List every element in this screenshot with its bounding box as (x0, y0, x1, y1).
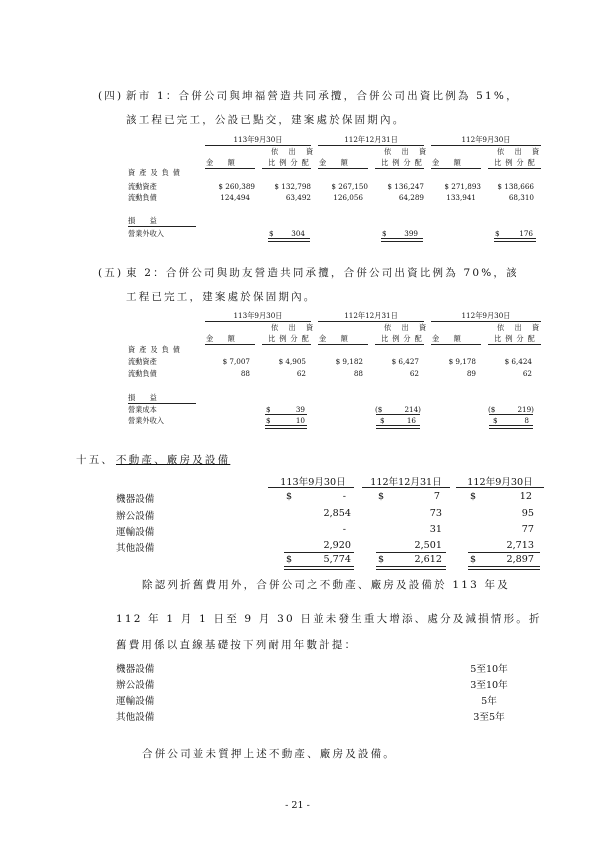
cell: 7 (433, 491, 440, 502)
cell: 77 (521, 524, 534, 535)
cell: 73 (429, 508, 442, 519)
col-share: 依 出 資 (271, 323, 318, 332)
cell: 176 (519, 229, 533, 238)
pl-header: 損 益 (128, 393, 157, 402)
cell: 88 (240, 369, 250, 378)
cell: $ (495, 229, 500, 238)
section4-marker: (四) (98, 90, 124, 102)
row-label: 辦公設備 (116, 680, 155, 691)
col-ratio: 比例分配 (268, 158, 313, 167)
section5-text-line2: 工程已完工，建案處於保固期內。 (126, 291, 317, 303)
cell: $ 138,666 (497, 182, 534, 191)
cell: 68,310 (508, 193, 534, 202)
row-label: 其他設備 (116, 712, 155, 723)
cell: 95 (521, 508, 534, 519)
col-ratio: 比例分配 (494, 334, 539, 343)
cell: $ (380, 416, 385, 425)
cell: $ (493, 416, 498, 425)
row-label: 營業外收入 (128, 416, 164, 425)
col-amount: 金 額 (319, 158, 348, 167)
cell: 16 (406, 416, 416, 425)
total-cell: 2,897 (506, 554, 534, 565)
row-label: 機器設備 (116, 664, 155, 675)
date-header: 113年9月30日 (233, 135, 283, 144)
row-label: 運輸設備 (116, 696, 155, 707)
row-label: 機器設備 (116, 494, 155, 505)
depreciation-text-line3: 舊費用係以直線基礎按下列耐用年數計提： (116, 639, 358, 651)
total-cell: $ (470, 554, 477, 565)
row-label: 流動資產 (128, 182, 157, 191)
cell: $ (269, 229, 274, 238)
row-label: 其他設備 (116, 543, 155, 554)
page-number: - 21 - (285, 800, 310, 811)
cell: $ 136,247 (387, 182, 424, 191)
cell: 126,056 (333, 193, 363, 202)
cell: $ (378, 491, 385, 502)
assets-header: 資產及負債 (128, 345, 184, 354)
cell: $ 271,893 (444, 182, 481, 191)
col-ratio: 比例分配 (381, 334, 426, 343)
col-amount: 金 額 (432, 158, 461, 167)
closing-note: 合併公司並未質押上述不動產、廠房及設備。 (142, 748, 396, 760)
date-header: 113年9月30日 (280, 477, 346, 488)
row-label: 流動負債 (128, 369, 157, 378)
cell: 133,941 (446, 193, 476, 202)
date-header: 112年12月31日 (370, 477, 442, 488)
pl-header: 損 益 (128, 216, 157, 225)
col-ratio: 比例分配 (381, 158, 426, 167)
useful-life: 3至10年 (470, 680, 508, 691)
cell: 89 (466, 369, 476, 378)
cell: 2,854 (323, 508, 351, 519)
col-share: 依 出 資 (384, 323, 431, 332)
col-share: 依 出 資 (497, 147, 544, 156)
cell: 31 (429, 524, 442, 535)
cell: 39 (295, 405, 305, 414)
col-amount: 金 額 (432, 334, 461, 343)
cell: ($ (375, 405, 383, 414)
cell: $ 4,905 (278, 357, 306, 366)
row-label: 辦公設備 (116, 511, 155, 522)
cell: 10 (295, 416, 305, 425)
section4-text-line2: 該工程已完工，公設已點交，建案處於保固期內。 (126, 114, 406, 126)
date-header: 112年9月30日 (461, 311, 511, 320)
cell: $ (382, 229, 387, 238)
section5-text-line1: 東 2：合併公司與助友營造共同承攬，合併公司出資比例為 70%，該 (126, 267, 519, 279)
cell: 62 (409, 369, 419, 378)
row-label: 流動資產 (128, 357, 157, 366)
cell: 62 (522, 369, 532, 378)
useful-life: 5年 (481, 696, 497, 707)
row-label: 運輸設備 (116, 527, 155, 538)
cell: 12 (519, 491, 532, 502)
date-header: 112年9月30日 (467, 477, 533, 488)
total-cell: $ (378, 554, 385, 565)
cell: 304 (291, 229, 305, 238)
cell: $ 132,798 (274, 182, 311, 191)
row-label: 流動負債 (128, 193, 157, 202)
date-header: 112年9月30日 (461, 135, 511, 144)
depreciation-text-line1: 除認列折舊費用外，合併公司之不動產、廠房及設備於 113 年及 (142, 579, 510, 591)
cell: ($ (488, 405, 496, 414)
cell: $ (266, 416, 271, 425)
cell: $ 267,150 (331, 182, 368, 191)
assets-header: 資產及負債 (128, 168, 184, 177)
cell: 214) (404, 405, 421, 414)
date-header: 112年12月31日 (344, 135, 398, 144)
cell: $ 9,178 (448, 357, 476, 366)
cell: 2,920 (323, 540, 351, 551)
cell: - (342, 524, 346, 535)
section15-title: 不動產、廠房及設備 (116, 454, 231, 466)
cell: $ 6,424 (504, 357, 532, 366)
cell: 63,492 (285, 193, 311, 202)
col-ratio: 比例分配 (494, 158, 539, 167)
section15-number: 十五、 (76, 454, 115, 466)
col-amount: 金 額 (206, 334, 235, 343)
section5-marker: (五) (98, 267, 124, 279)
total-cell: $ (286, 554, 293, 565)
cell: 2,501 (414, 540, 442, 551)
total-cell: 5,774 (323, 554, 351, 565)
cell: $ (286, 491, 293, 502)
col-amount: 金 額 (319, 334, 348, 343)
cell: $ 7,007 (222, 357, 250, 366)
cell: 2,713 (506, 540, 534, 551)
depreciation-text-line2: 112 年 1 月 1 日至 9 月 30 日並未發生重大增添、處分及減損情形。折 (116, 613, 542, 625)
useful-life: 3至5年 (473, 712, 505, 723)
cell: $ (266, 405, 271, 414)
col-share: 依 出 資 (271, 147, 318, 156)
date-header: 112年12月31日 (344, 311, 398, 320)
total-cell: 2,612 (414, 554, 442, 565)
cell: $ 6,427 (391, 357, 419, 366)
cell: $ 9,182 (335, 357, 363, 366)
cell: 399 (404, 229, 418, 238)
col-amount: 金 額 (206, 158, 235, 167)
cell: 219) (517, 405, 534, 414)
useful-life: 5至10年 (470, 664, 508, 675)
cell: 62 (296, 369, 306, 378)
cell: 8 (524, 416, 529, 425)
col-share: 依 出 資 (384, 147, 431, 156)
row-label: 營業外收入 (128, 229, 164, 238)
cell: 64,289 (398, 193, 424, 202)
section4-text-line1: 新市 1：合併公司與坤福營造共同承攬，合併公司出資比例為 51%， (126, 90, 519, 102)
cell: 88 (353, 369, 363, 378)
col-ratio: 比例分配 (268, 334, 313, 343)
cell: $ 260,389 (218, 182, 255, 191)
cell: $ (470, 491, 477, 502)
cell: 124,494 (220, 193, 250, 202)
cell: - (342, 491, 346, 502)
row-label: 營業成本 (128, 405, 157, 414)
col-share: 依 出 資 (497, 323, 544, 332)
date-header: 113年9月30日 (233, 311, 283, 320)
